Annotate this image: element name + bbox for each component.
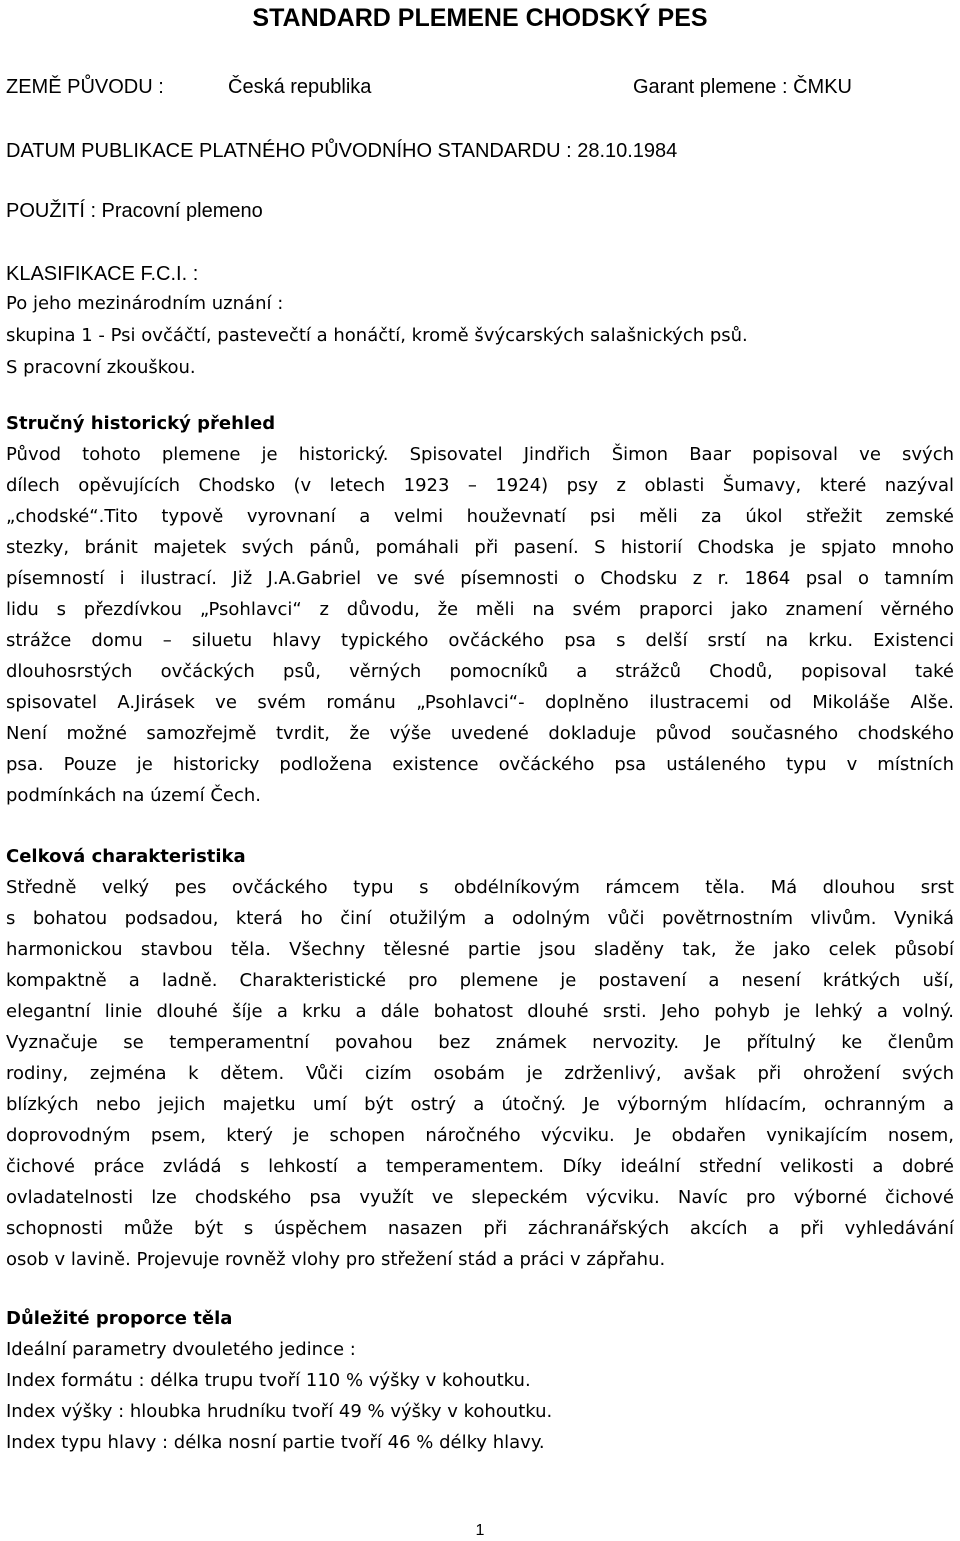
characteristics-line: čichové práce zvládá s lehkostí a temperamentem. Díky ideální střední velikosti a dobré bbox=[6, 1156, 954, 1177]
history-line: stezky, bránit majetek svých pánů, pomáhali při pasení. S historií Chodska je spjato mnoho bbox=[6, 537, 954, 558]
proportions-line: Index výšky : hloubka hrudníku tvoří 49 % výšky v kohoutku. bbox=[6, 1401, 553, 1422]
characteristics-line: s bohatou podsadou, která ho činí otužilým a odolným vůči povětrnostním vlivům. Vyniká bbox=[6, 908, 954, 929]
classification-line: skupina 1 - Psi ovčáčtí, pastevečtí a honáčtí, kromě švýcarských salašnických psů. bbox=[6, 325, 748, 346]
history-line: Není možné samozřejmě tvrdit, že výše uvedené dokladuje původ současného chodského bbox=[6, 723, 954, 744]
history-line: psa. Pouze je historicky podložena existence ovčáckého psa ustáleného typu v místních bbox=[6, 754, 954, 775]
proportions-heading: Důležité proporce těla bbox=[6, 1308, 233, 1329]
characteristics-heading: Celková charakteristika bbox=[6, 846, 246, 867]
characteristics-line: kompaktně a ladně. Charakteristické pro plemene je postavení a nesení krátkých uší, bbox=[6, 970, 954, 991]
page-number: 1 bbox=[475, 1522, 485, 1539]
proportions-line: Ideální parametry dvouletého jedince : bbox=[6, 1339, 356, 1360]
characteristics-line: osob v lavině. Projevuje rovněž vlohy pro střežení stád a práci v zápřahu. bbox=[6, 1249, 666, 1270]
history-line: dlouhosrstých ovčáckých psů, věrných pomocníků a strážců Chodů, popisoval také bbox=[6, 661, 954, 682]
characteristics-line: rodiny, zejména k dětem. Vůči cizím osobám je zdrženlivý, avšak při ohrožení svých bbox=[6, 1063, 954, 1084]
history-line: strážce domu – siluetu hlavy typického ovčáckého psa s delší srstí na krku. Existenci bbox=[6, 630, 954, 651]
history-line: lidu s přezdívkou „Psohlavci“ z důvodu, že měli na svém praporci jako znamení věrného bbox=[6, 599, 954, 620]
history-line: Původ tohoto plemene je historický. Spisovatel Jindřich Šimon Baar popisoval ve svých bbox=[6, 444, 954, 465]
history-line: podmínkách na území Čech. bbox=[6, 785, 261, 806]
history-paragraph bbox=[6, 439, 954, 811]
fci-classification: KLASIFIKACE F.C.I. : bbox=[6, 263, 199, 285]
document-title: STANDARD PLEMENE CHODSKÝ PES bbox=[252, 4, 708, 32]
characteristics-line: elegantní linie dlouhé šíje a krku a dále bohatost dlouhé srsti. Jeho pohyb je lehký a volný. bbox=[6, 1001, 954, 1022]
history-line: dílech opěvujících Chodsko (v letech 1923 – 1924) psy z oblasti Šumavy, které nazýval bbox=[6, 475, 954, 496]
breed-usage: POUŽITÍ : Pracovní plemeno bbox=[6, 200, 263, 222]
history-line: „chodské“.Tito typově vyrovnaní a velmi houževnatí psi měli za úkol střežit zemské bbox=[6, 506, 954, 527]
characteristics-paragraph bbox=[6, 872, 954, 1275]
proportions-line: Index formátu : délka trupu tvoří 110 % výšky v kohoutku. bbox=[6, 1370, 531, 1391]
characteristics-line: harmonickou stavbou těla. Všechny tělesné partie jsou sladěny tak, že jako celek působí bbox=[6, 939, 954, 960]
history-line: spisovatel A.Jirásek ve svém románu „Psohlavci“- doplněno ilustracemi od Mikoláše Alše. bbox=[6, 692, 954, 713]
classification-line: Po jeho mezinárodním uznání : bbox=[6, 293, 284, 314]
characteristics-line: Středně velký pes ovčáckého typu s obdélníkovým rámcem těla. Má dlouhou srst bbox=[6, 877, 954, 898]
characteristics-line: schopnosti může být s úspěchem nasazen při záchranářských akcích a při vyhledávání bbox=[6, 1218, 954, 1239]
proportions-list bbox=[6, 1334, 954, 1458]
breed-guarantor: Garant plemene : ČMKU bbox=[633, 76, 852, 98]
publication-date: DATUM PUBLIKACE PLATNÉHO PŮVODNÍHO STANDARDU : 28.10.1984 bbox=[6, 140, 678, 162]
classification-line: S pracovní zkouškou. bbox=[6, 357, 196, 378]
characteristics-line: ovladatelnosti lze chodského psa využít ve slepeckém výcviku. Navíc pro výborné čichové bbox=[6, 1187, 954, 1208]
characteristics-line: Vyznačuje se temperamentní povahou bez známek nervozity. Je přítulný ke členům bbox=[6, 1032, 954, 1053]
origin-value: Česká republika bbox=[228, 76, 372, 98]
classification-details bbox=[6, 288, 954, 384]
proportions-line: Index typu hlavy : délka nosní partie tvoří 46 % délky hlavy. bbox=[6, 1432, 545, 1453]
characteristics-line: doprovodným psem, který je schopen náročného výcviku. Je obdařen vynikajícím nosem, bbox=[6, 1125, 954, 1146]
characteristics-line: blízkých nebo jejich majetku umí být ostrý a útočný. Je výborným hlídacím, ochranným a bbox=[6, 1094, 954, 1115]
history-heading: Stručný historický přehled bbox=[6, 413, 276, 434]
history-line: písemností i ilustrací. Již J.A.Gabriel ve své písemnosti o Chodsku z r. 1864 psal o tamním bbox=[6, 568, 954, 589]
origin-label: ZEMĚ PŮVODU : bbox=[6, 76, 164, 98]
